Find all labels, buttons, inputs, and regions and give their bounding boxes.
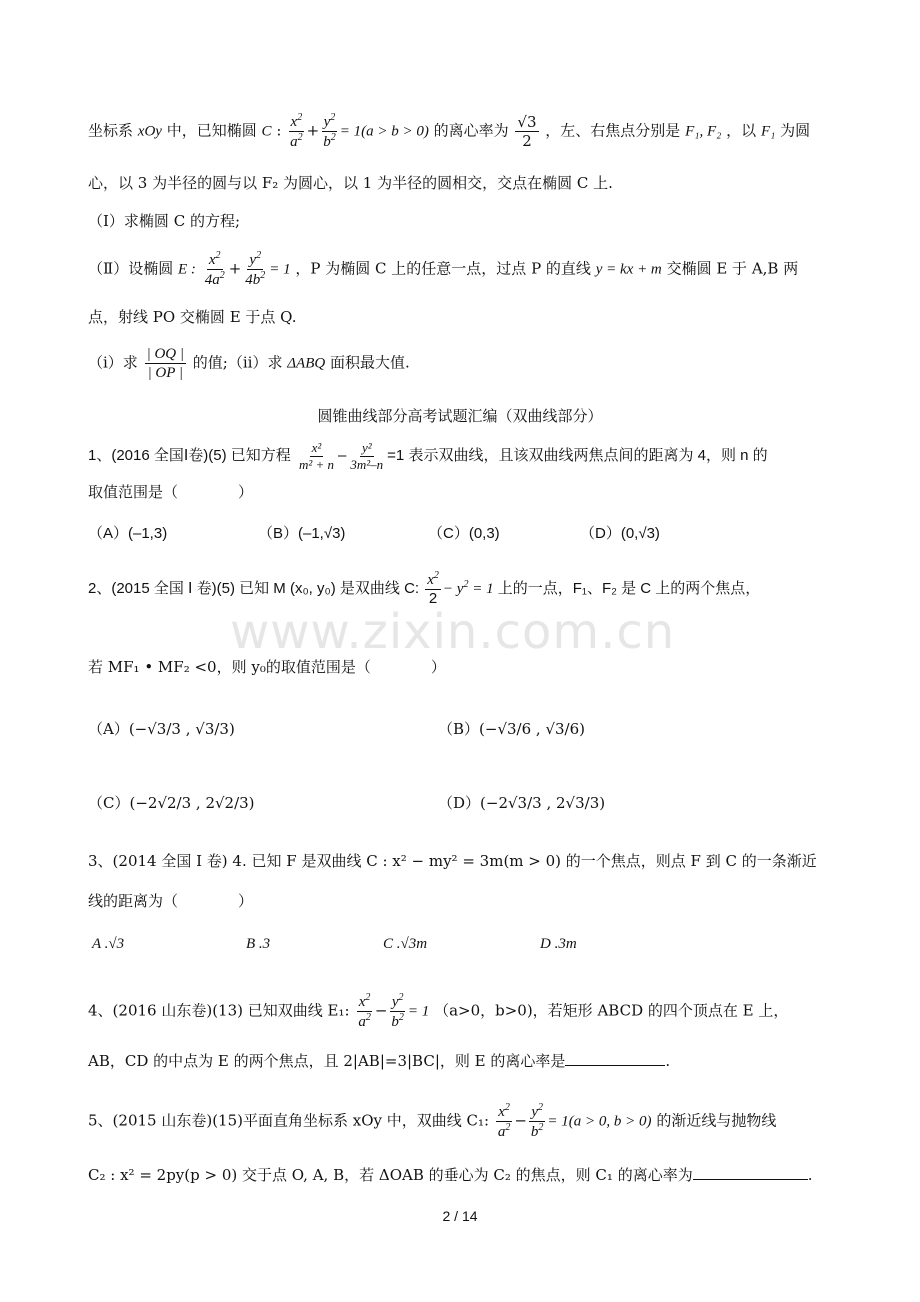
fraction: $\frac{y^2}{4b^2}$ — [245, 250, 266, 288]
prev-problem-part1: （Ⅰ）求椭圆 C 的方程; — [88, 212, 240, 230]
fraction: $\frac{\text{y²}}{\text{3m²–n}}$ — [350, 440, 384, 472]
page-number: 2 / 14 — [442, 1208, 478, 1224]
q3-option-d: D .3m — [540, 936, 577, 952]
q1-option-b: （B）(–1,√3) — [258, 525, 346, 542]
math: y = kx + m — [595, 261, 662, 278]
text: ，P 为椭圆 C 上的任意一点，过点 P 的直线 — [295, 259, 591, 278]
text: 中，已知椭圆 — [166, 121, 257, 140]
prev-problem-part2: （Ⅱ）设椭圆 E : $\frac{x^2}{4a^2}$ + $\frac{y^2}{4b^2}$ = 1 ，P 为椭圆 C 上的任意一点，过点 P 的直线 y = kx + m 交椭圆 E 于 A,B 两 — [88, 250, 799, 288]
fraction: $\frac{√3}{2}$ — [517, 113, 537, 150]
question-3: 3、(2014 全国 Ⅰ 卷) 4. 已知 F 是双曲线 C : x² − my² = 3m(m > 0) 的一个焦点，则点 F 到 C 的一条渐近 — [88, 852, 817, 870]
q2-option-b: （B）(−√3/6 , √3/6) — [438, 720, 585, 738]
q1-option-d: （D）(0,√3) — [580, 525, 660, 542]
text: 面积最大值. — [329, 353, 410, 372]
answer-blank — [565, 1065, 665, 1066]
q3-option-c: C .√3m — [383, 936, 428, 952]
prev-problem-subparts — [88, 345, 410, 382]
text: 坐标系 — [88, 121, 134, 140]
text: 2、(2015 全国 Ⅰ 卷)(5) 已知 M (x₀, y₀) 是双曲线 C: — [88, 579, 420, 597]
prev-problem-part2-line2: 点，射线 PO 交椭圆 E 于点 Q. — [88, 308, 297, 326]
q1-option-a: （A）(–1,3) — [88, 525, 168, 542]
watermark: www.zixin.com.cn — [230, 604, 676, 660]
question-4-line2 — [88, 1052, 670, 1070]
math: F₁ — [760, 123, 776, 140]
text: 上的一点，F₁、F₂ 是 C 上的两个焦点， — [497, 579, 761, 597]
fraction: $\frac{x^2}{a^2}$ — [358, 992, 371, 1030]
text: 为圆 — [780, 121, 811, 140]
text: ，左、右焦点分别是 — [545, 121, 681, 140]
fraction: $\frac{x^2}{a^2}$ — [290, 112, 303, 150]
text: 交椭圆 E 于 A,B 两 — [666, 259, 799, 278]
q3-option-a: A .√3 — [92, 936, 125, 952]
question-2-line2: 若 MF₁ • MF₂ <0，则 y₀的取值范围是（ ） — [88, 658, 446, 676]
fraction: $\frac{x^2}{4a^2}$ — [204, 250, 225, 288]
text: 的值;（ⅱ）求 — [192, 353, 283, 372]
q2-option-d: （D）(−2√3/3 , 2√3/3) — [438, 794, 606, 812]
text: ，以 — [726, 121, 757, 140]
text: AB，CD 的中点为 E 的两个焦点，且 2|AB|=3|BC|，则 E 的离心率是 — [88, 1052, 566, 1070]
text: 4、(2016 山东卷)(13) 已知双曲线 E₁: — [88, 1001, 350, 1020]
fraction: $\frac{x^2}{2}$ — [427, 570, 439, 607]
question-1-line2: 取值范围是（ ） — [88, 484, 254, 501]
text: （a>0，b>0)，若矩形 ABCD 的四个顶点在 E 上， — [434, 1001, 789, 1020]
math: F₁, F₂ — [685, 123, 722, 140]
question-5-line2 — [88, 1166, 812, 1184]
q1-option-c: （C）(0,3) — [428, 525, 500, 542]
answer-blank — [693, 1179, 808, 1180]
prev-problem-line1: 坐标系 xOy 中，已知椭圆 C : $\frac{x^2}{a^2}$ + $\frac{y^2}{b^2}$ = 1(a > b > 0) 的离心率为 $\frac{√3}{2}$ ，左、右焦点分别是 F₁, F₂ ，以 F₁ 为圆 — [88, 112, 811, 150]
question-2: 2、(2015 全国 Ⅰ 卷)(5) 已知 M (x₀, y₀) 是双曲线 C: $\frac{x^2}{2}$ − $y^2 = 1$ 上的一点，F₁、F₂ 是 C 上的两个焦点， — [88, 570, 761, 607]
text: 5、(2015 山东卷)(15)平面直角坐标系 xOy 中，双曲线 C₁: — [88, 1111, 490, 1130]
text: . — [665, 1052, 671, 1070]
prev-problem-line2: 心，以 3 为半径的圆与以 F₂ 为圆心，以 1 为半径的圆相交，交点在椭圆 C 上. — [88, 174, 613, 192]
fraction: $\frac{y^2}{b^2}$ — [530, 1102, 544, 1140]
text: 的渐近线与抛物线 — [656, 1111, 777, 1130]
fraction: $\frac{| OQ |}{| OP |}$ — [146, 346, 185, 381]
fraction: $\frac{y^2}{b^2}$ — [323, 112, 336, 150]
text: . — [807, 1166, 813, 1184]
question-5: 5、(2015 山东卷)(15)平面直角坐标系 xOy 中，双曲线 C₁: $\frac{x^2}{a^2}$ − $\frac{y^2}{b^2}$ = 1(a > 0, b > 0) 的渐近线与抛物线 — [88, 1102, 777, 1140]
text: （Ⅱ）设椭圆 — [88, 259, 174, 278]
section-title: 圆锥曲线部分高考试题汇编（双曲线部分） — [317, 407, 603, 425]
fraction: $\frac{x^2}{a^2}$ — [497, 1102, 511, 1140]
math: ΔABQ — [287, 355, 326, 372]
q2-option-c: （C）(−2√2/3 , 2√2/3) — [88, 794, 255, 812]
q3-option-b: B .3 — [246, 936, 271, 952]
text: 1、(2016 全国Ⅰ卷)(5) 已知方程 — [88, 447, 291, 465]
text: =1 表示双曲线，且该双曲线两焦点间的距离为 4，则 n 的 — [387, 447, 768, 465]
text: C₂ : x² = 2py(p > 0) 交于点 O, A, B，若 ΔOAB 的垂心为 C₂ 的焦点，则 C₁ 的离心率为 — [88, 1166, 693, 1184]
fraction: $\frac{y^2}{b^2}$ — [391, 992, 404, 1030]
math: C — [261, 123, 272, 140]
text: （ⅰ）求 — [88, 353, 138, 372]
fraction: $\frac{\text{x²}}{\text{m² + n}}$ — [298, 440, 335, 472]
question-4: 4、(2016 山东卷)(13) 已知双曲线 E₁: $\frac{x^2}{a^2}$ − $\frac{y^2}{b^2}$ = 1 （a>0，b>0)，若矩形 ABCD 的四个顶点在 E 上， — [88, 992, 789, 1030]
text: 的离心率为 — [433, 121, 509, 140]
question-1: 1、(2016 全国Ⅰ卷)(5) 已知方程 $\frac{\text{x²}}{\text{m² + n}}$ – $\frac{\text{y²}}{\text{3m²–n}}$ =1 表示双曲线，且该双曲线两焦点间的距离为 4，则 n 的 — [88, 440, 768, 472]
math: xOy — [137, 123, 162, 140]
question-3-line2: 线的距离为（ ） — [88, 892, 254, 910]
q2-option-a: （A）(−√3/3 , √3/3) — [88, 720, 235, 738]
